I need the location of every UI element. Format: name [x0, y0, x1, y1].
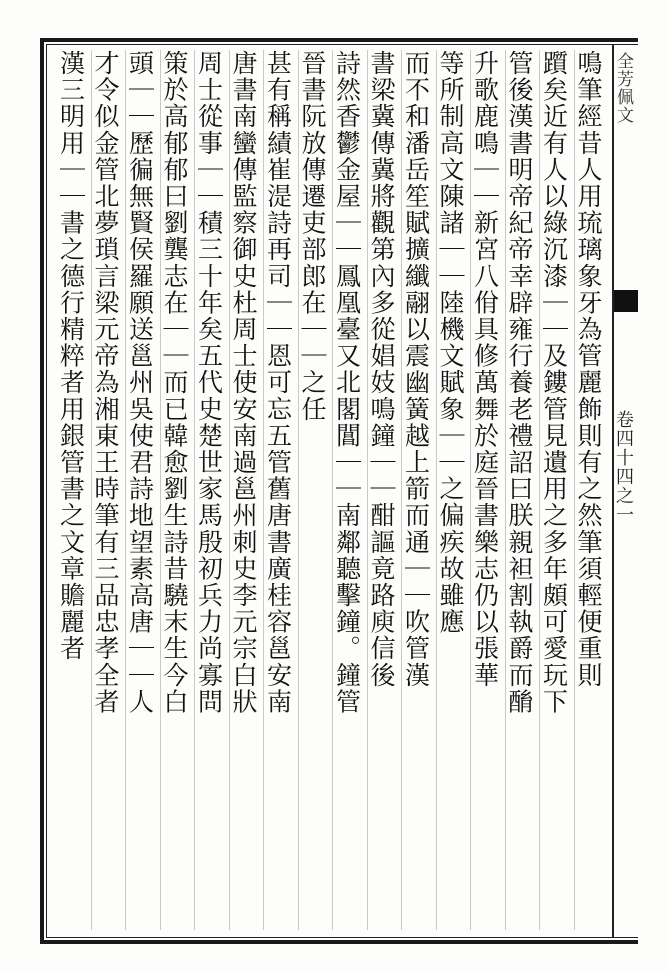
column-rule	[263, 50, 264, 930]
text-column: 詩然香鬱金屋｜｜鳳凰臺又北閣閶｜｜南鄰聽擊鐘。鐘管	[332, 50, 362, 715]
text-column: 管後漢書明帝紀帝幸辟雍行養老禮詔曰朕親袒割執爵而酳	[505, 50, 534, 715]
column-rule	[436, 50, 437, 930]
text-column: 晉書阮放傳遷吏部郎在｜｜之任	[298, 50, 327, 423]
text-column: 升歌鹿鳴｜｜新宮八佾具修萬舞於庭晉書樂志仍以張華	[470, 50, 500, 689]
text-column: 策於高郁郁曰劉龔志在｜｜而已韓愈劉生詩昔驍末生今白	[160, 50, 189, 715]
text-column: 甚有稱績崔湜詩再司｜｜恩可忘五管舊唐書廣桂容邕安南	[263, 50, 293, 715]
book-title: 全芳佩文	[613, 52, 633, 124]
text-column: 書梁冀傳冀將觀第內多從娼妓鳴鐘｜｜酣謳竟路庾信後	[367, 50, 396, 689]
text-column: 躓矣近有人以綠沉漆｜｜及鏤管見遺用之多年頗可愛玩下	[539, 50, 569, 715]
column-rule	[160, 50, 161, 930]
text-column: 才令似金管北夢瑣言梁元帝為湘東王時筆有三品忠孝全者	[91, 50, 120, 715]
column-rule	[367, 50, 368, 930]
column-rule	[125, 50, 126, 930]
text-column: 等所制高文陳諸｜｜陸機文賦象｜｜之偏疾故雖應	[436, 50, 465, 636]
column-rule	[574, 50, 575, 930]
column-rule	[194, 50, 195, 930]
column-rule	[229, 50, 230, 930]
column-rule	[539, 50, 540, 930]
column-rule	[91, 50, 92, 930]
volume-label: 卷四十四之一	[613, 410, 634, 524]
column-rule	[470, 50, 471, 930]
text-column: 鳴筆經昔人用琉璃象牙為管麗飾則有之然筆須輕便重則	[574, 50, 603, 689]
fishtail-mark	[614, 290, 638, 312]
column-rule	[505, 50, 506, 930]
text-column: 頭｜｜歷徧無賢侯羅願送邕州吳使君詩地望素高唐｜｜人	[125, 50, 155, 715]
text-column: 周士從事｜｜積三十年矣五代史楚世家馬殷初兵力尚寡問	[194, 50, 224, 715]
text-column: 而不和潘岳笙賦擴纖翮以震幽簧越上箭而通｜｜吹管漢	[401, 50, 431, 689]
column-rule	[401, 50, 402, 930]
column-rule	[298, 50, 299, 930]
column-rule	[332, 50, 333, 930]
text-column: 漢三明用｜｜書之德行精粹者用銀管書之文章贍麗者	[56, 50, 86, 662]
text-column: 唐書南蠻傳監察御史杜周士使安南過邕州刺史李元宗白狀	[229, 50, 258, 715]
